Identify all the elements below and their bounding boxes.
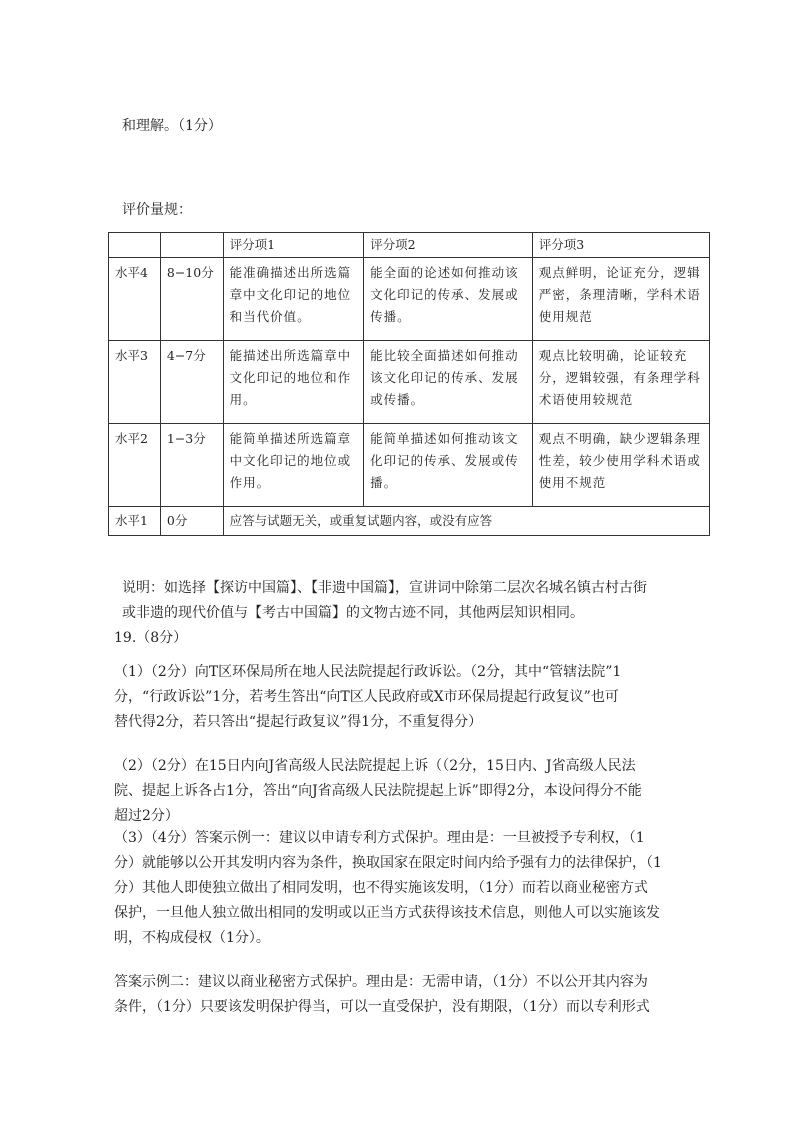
item2-cell: 能比较全面描述如何推动该文化印记的传承、发展或传播。 (364, 341, 533, 424)
note-line: 或非遗的现代价值与【考古中国篇】的文物古迹不同，其他两层知识相同。 (122, 605, 584, 621)
answer-part-1 (114, 660, 674, 735)
answer-line: 分）其他人即使独立做出了相同发明，也不得实施该发明，（1分）而若以商业秘密方式 (114, 880, 648, 896)
level-cell: 水平4 (109, 258, 161, 341)
answer-example-2 (114, 970, 674, 1020)
answer-line: （1）（2分）向T区环保局所在地人民法院提起行政诉讼。（2分，其中“管辖法院”1 (114, 664, 622, 680)
item2-cell: 能简单描述如何推动该文化印记的传承、发展或传播。 (364, 424, 533, 507)
intro-line: 和理解。（1分） (122, 118, 222, 134)
rubric-row-level3 (109, 341, 710, 424)
item3-cell: 观点鲜明，论证充分，逻辑严密，条理清晰，学科术语使用规范 (532, 258, 709, 341)
item1-cell: 能准确描述出所选篇章中文化印记的地位和当代价值。 (223, 258, 364, 341)
score-cell: 4−7分 (160, 341, 223, 424)
header-cell: 评分项2 (364, 233, 533, 258)
rubric-table (108, 232, 710, 536)
answer-line: （3）（4分）答案示例一：建议以申请专利方式保护。理由是：一旦被授予专利权，（1 (114, 830, 645, 846)
rubric-row-level4 (109, 258, 710, 341)
rubric-row-level1 (109, 507, 710, 536)
question-19-heading (114, 626, 674, 651)
rubric-title: 评价量规： (122, 202, 192, 218)
answer-line: 院、提起上诉各占1分，答出“向J省高级人民法院提起上诉”即得2分，本设问得分不能 (114, 783, 642, 799)
score-cell: 0分 (160, 507, 223, 536)
header-cell: 评分项1 (223, 233, 364, 258)
answer-line: 超过2分） (114, 808, 179, 824)
answer-part-2 (114, 754, 674, 829)
item3-cell: 观点比较明确，论证较充分，逻辑较强，有条理学科术语使用较规范 (532, 341, 709, 424)
q19-label: 19.（8分） (114, 630, 188, 646)
answer-part-3 (114, 826, 674, 951)
answer-line: 分，“行政诉讼”1分，若考生答出“向T区人民政府或X市环保局提起行政复议”也可 (114, 689, 619, 705)
header-cell: 评分项3 (532, 233, 709, 258)
item3-cell: 观点不明确，缺少逻辑条理性差，较少使用学科术语或使用不规范 (532, 424, 709, 507)
answer-line: 明，不构成侵权（1分）。 (114, 930, 270, 946)
score-cell: 8−10分 (160, 258, 223, 341)
item1-cell: 能描述出所选篇章中文化印记的地位和作用。 (223, 341, 364, 424)
answer-line: 条件，（1分）只要该发明保护得当，可以一直受保护，没有期限，（1分）而以专利形式 (114, 999, 650, 1015)
rubric-note (122, 576, 682, 626)
answer-line: 分）就能够以公开其发明内容为条件，换取国家在限定时间内给予强有力的法律保护，（1 (114, 855, 662, 871)
merged-item-cell: 应答与试题无关，或重复试题内容，或没有应答 (223, 507, 709, 536)
level-cell: 水平3 (109, 341, 161, 424)
rubric-row-level2 (109, 424, 710, 507)
header-cell (109, 233, 161, 258)
score-cell: 1−3分 (160, 424, 223, 507)
note-line: 说明：如选择【探访中国篇】、【非遗中国篇】，宣讲词中除第二层次名城名镇古村古街 (122, 580, 647, 596)
answer-line: 替代得2分，若只答出“提起行政复议”得1分，不重复得分） (114, 714, 483, 730)
answer-line: 答案示例二：建议以商业秘密方式保护。理由是：无需申请，（1分）不以公开其内容为 (114, 974, 648, 990)
header-cell (160, 233, 223, 258)
level-cell: 水平2 (109, 424, 161, 507)
answer-line: 保护，一旦他人独立做出相同的发明或以正当方式获得该技术信息，则他人可以实施该发 (114, 905, 660, 921)
level-cell: 水平1 (109, 507, 161, 536)
item2-cell: 能全面的论述如何推动该文化印记的传承、发展或传播。 (364, 258, 533, 341)
rubric-header-row (109, 233, 710, 258)
answer-line: （2）（2分）在15日内向J省高级人民法院提起上诉（（2分，15日内、J省高级人民法 (114, 758, 636, 774)
item1-cell: 能简单描述所选篇章中文化印记的地位或作用。 (223, 424, 364, 507)
